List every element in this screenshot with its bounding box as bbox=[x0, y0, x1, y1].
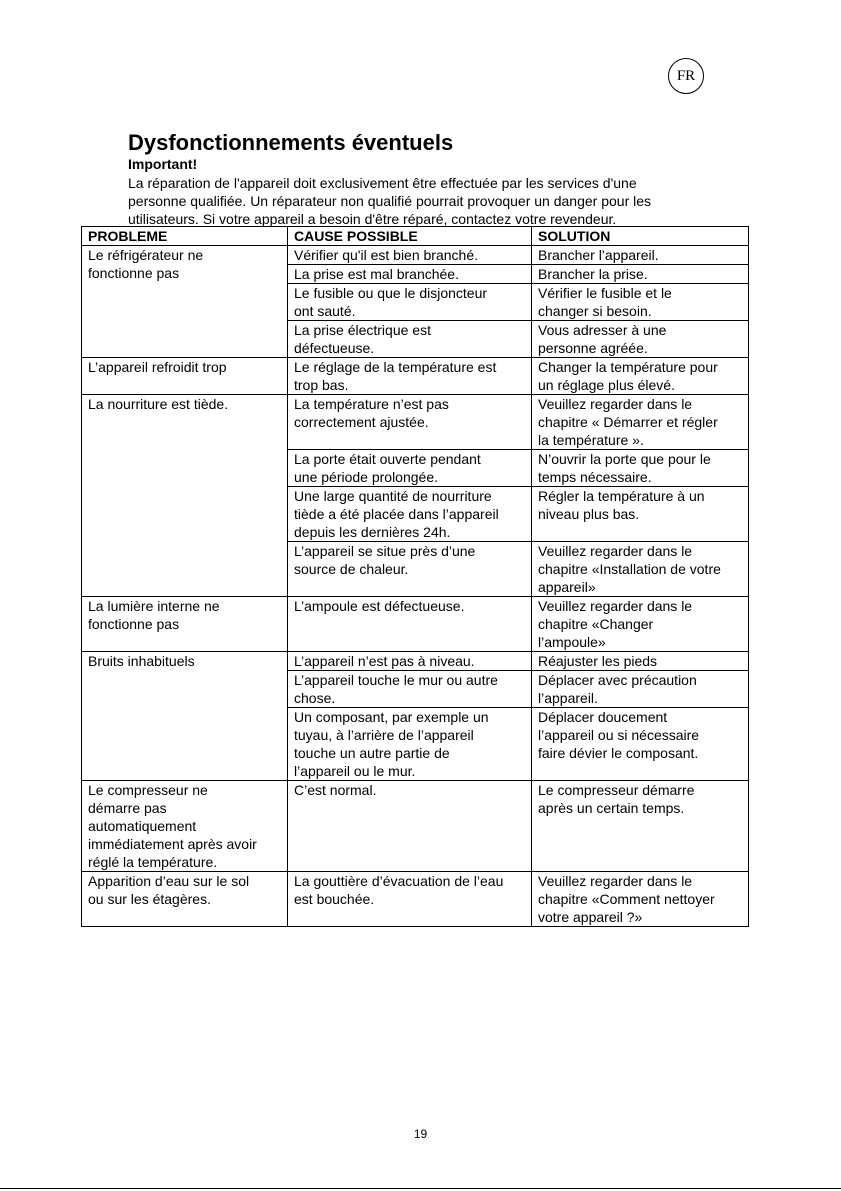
cell-line: immédiatement après avoir bbox=[88, 836, 257, 852]
cause-cell bbox=[288, 671, 532, 708]
problem-cell bbox=[82, 597, 288, 652]
cause-cell bbox=[288, 652, 532, 671]
cell-line: Brancher la prise. bbox=[538, 266, 648, 282]
cell-line: L’appareil refroidit trop bbox=[88, 359, 227, 375]
cause-cell bbox=[288, 284, 532, 321]
cell-line: tiède a été placée dans l’appareil bbox=[294, 506, 499, 522]
cell-line: votre appareil ?» bbox=[538, 909, 643, 925]
header-cause: CAUSE POSSIBLE bbox=[288, 227, 532, 246]
cell-line: Veuillez regarder dans le bbox=[538, 873, 693, 889]
solution-cell bbox=[532, 284, 749, 321]
cell-line: Brancher l’appareil. bbox=[538, 247, 659, 263]
cell-line: La lumière interne ne bbox=[88, 598, 220, 614]
cell-line: Bruits inhabituels bbox=[88, 653, 195, 669]
solution-cell bbox=[532, 652, 749, 671]
cell-line: Le compresseur démarre bbox=[538, 782, 695, 798]
cell-line: La prise est mal branchée. bbox=[294, 266, 459, 282]
cell-line: L’appareil se situe près d’une bbox=[294, 543, 476, 559]
cell-line: est bouchée. bbox=[294, 891, 375, 907]
troubleshooting-table bbox=[81, 226, 749, 927]
solution-cell bbox=[532, 542, 749, 597]
intro-line: utilisateurs. Si votre appareil a besoin d'être réparé, contactez votre revendeur. bbox=[128, 211, 617, 227]
cell-line: l’appareil ou si nécessaire bbox=[538, 727, 700, 743]
cell-line: Vérifier le fusible et le bbox=[538, 285, 672, 301]
cell-line: démarre pas bbox=[88, 800, 167, 816]
cell-line: correctement ajustée. bbox=[294, 414, 429, 430]
cell-line: Réajuster les pieds bbox=[538, 653, 658, 669]
cell-line: une période prolongée. bbox=[294, 469, 439, 485]
cell-line: automatiquement bbox=[88, 818, 197, 834]
cell-line: Le réfrigérateur ne bbox=[88, 247, 204, 263]
cell-line: L’appareil n’est pas à niveau. bbox=[294, 653, 475, 669]
cell-line: réglé la température. bbox=[88, 854, 218, 870]
table-row bbox=[82, 652, 749, 671]
cell-line: l’ampoule» bbox=[538, 634, 606, 650]
cell-line: ont sauté. bbox=[294, 303, 356, 319]
cause-cell bbox=[288, 395, 532, 450]
cell-line: Le réglage de la température est bbox=[294, 359, 497, 375]
cell-line: niveau plus bas. bbox=[538, 506, 640, 522]
cell-line: La gouttière d’évacuation de l’eau bbox=[294, 873, 504, 889]
cause-cell bbox=[288, 487, 532, 542]
cell-line: chapitre «Comment nettoyer bbox=[538, 891, 715, 907]
solution-cell bbox=[532, 358, 749, 395]
cell-line: La température n’est pas bbox=[294, 396, 449, 412]
bottom-rule bbox=[0, 1188, 841, 1189]
solution-cell bbox=[532, 597, 749, 652]
header-problem: PROBLEME bbox=[82, 227, 288, 246]
cell-line: défectueuse. bbox=[294, 340, 375, 356]
cell-line: Déplacer doucement bbox=[538, 709, 668, 725]
cell-line: Vérifier qu'il est bien branché. bbox=[294, 247, 478, 263]
table-row bbox=[82, 358, 749, 395]
problem-cell bbox=[82, 872, 288, 927]
cell-line: un réglage plus élevé. bbox=[538, 377, 675, 393]
cell-line: La porte était ouverte pendant bbox=[294, 451, 481, 467]
cell-line: fonctionne pas bbox=[88, 616, 180, 632]
solution-cell bbox=[532, 781, 749, 872]
cell-line: Un composant, par exemple un bbox=[294, 709, 489, 725]
solution-cell bbox=[532, 265, 749, 284]
cell-line: N’ouvrir la porte que pour le bbox=[538, 451, 711, 467]
cell-line: Le compresseur ne bbox=[88, 782, 208, 798]
table-row bbox=[82, 395, 749, 450]
cell-line: depuis les dernières 24h. bbox=[294, 524, 451, 540]
cell-line: temps nécessaire. bbox=[538, 469, 652, 485]
cell-line: changer si besoin. bbox=[538, 303, 652, 319]
table-row bbox=[82, 872, 749, 927]
table-row bbox=[82, 246, 749, 265]
cell-line: La nourriture est tiède. bbox=[88, 396, 229, 412]
cell-line: Vous adresser à une bbox=[538, 322, 667, 338]
cell-line: C’est normal. bbox=[294, 782, 377, 798]
cell-line: la température ». bbox=[538, 432, 644, 448]
cell-line: Une large quantité de nourriture bbox=[294, 488, 492, 504]
solution-cell bbox=[532, 487, 749, 542]
intro-line: personne qualifiée. Un réparateur non qualifié pourrait provoquer un danger pour les bbox=[128, 193, 652, 209]
problem-cell bbox=[82, 652, 288, 781]
cell-line: L’appareil touche le mur ou autre bbox=[294, 672, 498, 688]
solution-cell bbox=[532, 872, 749, 927]
cell-line: chose. bbox=[294, 690, 336, 706]
cell-line: source de chaleur. bbox=[294, 561, 409, 577]
cause-cell bbox=[288, 265, 532, 284]
cell-line: Apparition d’eau sur le sol bbox=[88, 873, 250, 889]
cell-line: chapitre «Installation de votre bbox=[538, 561, 721, 577]
page-number: 19 bbox=[413, 1127, 428, 1141]
solution-cell bbox=[532, 450, 749, 487]
table-header-row bbox=[82, 227, 749, 246]
cell-line: Déplacer avec précaution bbox=[538, 672, 697, 688]
cell-line: après un certain temps. bbox=[538, 800, 685, 816]
cell-line: chapitre « Démarrer et régler bbox=[538, 414, 718, 430]
problem-cell bbox=[82, 781, 288, 872]
intro-paragraph bbox=[128, 174, 728, 228]
cause-cell bbox=[288, 708, 532, 781]
cell-line: Veuillez regarder dans le bbox=[538, 598, 693, 614]
cell-line: trop bas. bbox=[294, 377, 349, 393]
cause-cell bbox=[288, 597, 532, 652]
solution-cell bbox=[532, 395, 749, 450]
cell-line: ou sur les étagères. bbox=[88, 891, 211, 907]
cell-line: faire dévier le composant. bbox=[538, 745, 699, 761]
solution-cell bbox=[532, 246, 749, 265]
cause-cell bbox=[288, 781, 532, 872]
cell-line: l’appareil ou le mur. bbox=[294, 763, 416, 779]
cell-line: Le fusible ou que le disjoncteur bbox=[294, 285, 488, 301]
cell-line: l’appareil. bbox=[538, 690, 598, 706]
cell-line: Changer la température pour bbox=[538, 359, 718, 375]
cause-cell bbox=[288, 872, 532, 927]
language-badge: FR bbox=[668, 58, 704, 94]
cell-line: Veuillez regarder dans le bbox=[538, 396, 693, 412]
cause-cell bbox=[288, 321, 532, 358]
solution-cell bbox=[532, 321, 749, 358]
cell-line: chapitre «Changer bbox=[538, 616, 654, 632]
cell-line: L’ampoule est défectueuse. bbox=[294, 598, 465, 614]
cause-cell bbox=[288, 542, 532, 597]
table-row bbox=[82, 781, 749, 872]
cell-line: appareil» bbox=[538, 579, 596, 595]
solution-cell bbox=[532, 671, 749, 708]
cell-line: personne agréée. bbox=[538, 340, 648, 356]
intro-line: La réparation de l'appareil doit exclusivement être effectuée par les services d'une bbox=[128, 175, 637, 191]
cell-line: La prise électrique est bbox=[294, 322, 431, 338]
table-row bbox=[82, 597, 749, 652]
problem-cell bbox=[82, 358, 288, 395]
page-title: Dysfonctionnements éventuels bbox=[128, 130, 454, 155]
cause-cell bbox=[288, 450, 532, 487]
header-solution: SOLUTION bbox=[532, 227, 749, 246]
problem-cell bbox=[82, 395, 288, 597]
solution-cell bbox=[532, 708, 749, 781]
cell-line: tuyau, à l’arrière de l’appareil bbox=[294, 727, 474, 743]
cell-line: fonctionne pas bbox=[88, 265, 180, 281]
important-label: Important! bbox=[128, 156, 198, 172]
cell-line: Veuillez regarder dans le bbox=[538, 543, 693, 559]
cause-cell bbox=[288, 358, 532, 395]
problem-cell bbox=[82, 246, 288, 358]
cause-cell bbox=[288, 246, 532, 265]
cell-line: touche un autre partie de bbox=[294, 745, 450, 761]
cell-line: Régler la température à un bbox=[538, 488, 705, 504]
